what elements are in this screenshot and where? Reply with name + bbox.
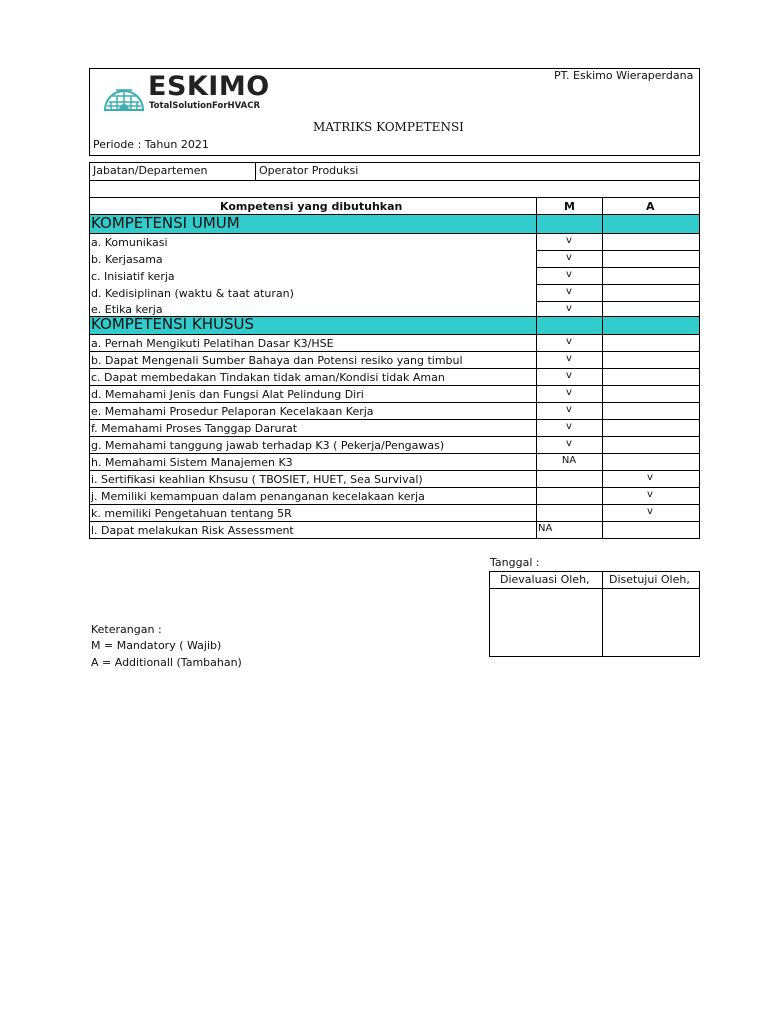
row-label: d. Memahami Jenis dan Fungsi Alat Pelindung Diri [91,388,364,401]
cell-m: v [566,303,572,314]
col-header-kompetensi: Kompetensi yang dibutuhkan [220,200,403,213]
logo-tagline: TotalSolutionForHVACR [149,101,260,111]
page-title: MATRIKS KOMPETENSI [313,120,464,134]
row-label: g. Memahami tanggung jawab terhadap K3 ( Pekerja/Pengawas) [91,439,445,452]
cell-m: NA [561,455,577,466]
row-label: d. Kedisiplinan (waktu & taat aturan) [91,287,294,300]
cell-m: v [566,286,572,297]
section-khusus-title: KOMPETENSI KHUSUS [91,315,254,333]
cell-a: v [647,472,653,483]
periode-label: Periode : Tahun 2021 [93,138,209,151]
jabatan-value: Operator Produksi [259,164,359,177]
cell-m: v [566,387,572,398]
cell-m: v [566,370,572,381]
jabatan-label: Jabatan/Departemen [93,164,208,177]
cell-m: v [566,252,572,263]
tanggal-label: Tanggal : [490,556,540,569]
row-label: a. Pernah Mengikuti Pelatihan Dasar K3/HSE [91,337,334,350]
company-name: PT. Eskimo Wieraperdana [554,69,694,82]
dievaluasi-label: Dievaluasi Oleh, [500,573,590,586]
cell-a: v [647,506,653,517]
logo-wordmark: ESKIMO [148,71,270,102]
row-label: c. Inisiatif kerja [91,270,175,283]
cell-m: v [566,421,572,432]
igloo-logo-icon [102,72,146,116]
col-header-m: M [564,200,575,213]
row-label: b. Kerjasama [91,253,163,266]
cell-m: v [566,235,572,246]
legend-additional: A = Additionall (Tambahan) [91,656,242,669]
cell-m: v [566,269,572,280]
col-header-a: A [646,200,655,213]
row-label: c. Dapat membedakan Tindakan tidak aman/Kondisi tidak Aman [91,371,445,384]
legend-mandatory: M = Mandatory ( Wajib) [91,639,222,652]
cell-m: NA [538,523,553,534]
cell-m: v [566,404,572,415]
disetujui-label: Disetujui Oleh, [609,573,690,586]
row-label: e. Etika kerja [91,303,163,316]
cell-m: v [566,438,572,449]
row-label: b. Dapat Mengenali Sumber Bahaya dan Potensi resiko yang timbul [91,354,463,367]
cell-m: v [566,336,572,347]
section-umum-title: KOMPETENSI UMUM [91,214,240,232]
row-label: h. Memahami Sistem Manajemen K3 [91,456,293,469]
cell-m: v [566,353,572,364]
row-label: k. memiliki Pengetahuan tentang 5R [91,507,292,520]
row-label: e. Memahami Prosedur Pelaporan Kecelakaan Kerja [91,405,374,418]
row-label: j. Memiliki kemampuan dalam penanganan kecelakaan kerja [91,490,425,503]
legend-title: Keterangan : [91,623,162,636]
logo [102,72,272,116]
row-label: i. Sertifikasi keahlian Khsusu ( TBOSIET, HUET, Sea Survival) [91,473,423,486]
row-label: a. Komunikasi [91,236,168,249]
row-label: f. Memahami Proses Tanggap Darurat [91,422,298,435]
row-label: l. Dapat melakukan Risk Assessment [91,524,294,537]
cell-a: v [647,489,653,500]
